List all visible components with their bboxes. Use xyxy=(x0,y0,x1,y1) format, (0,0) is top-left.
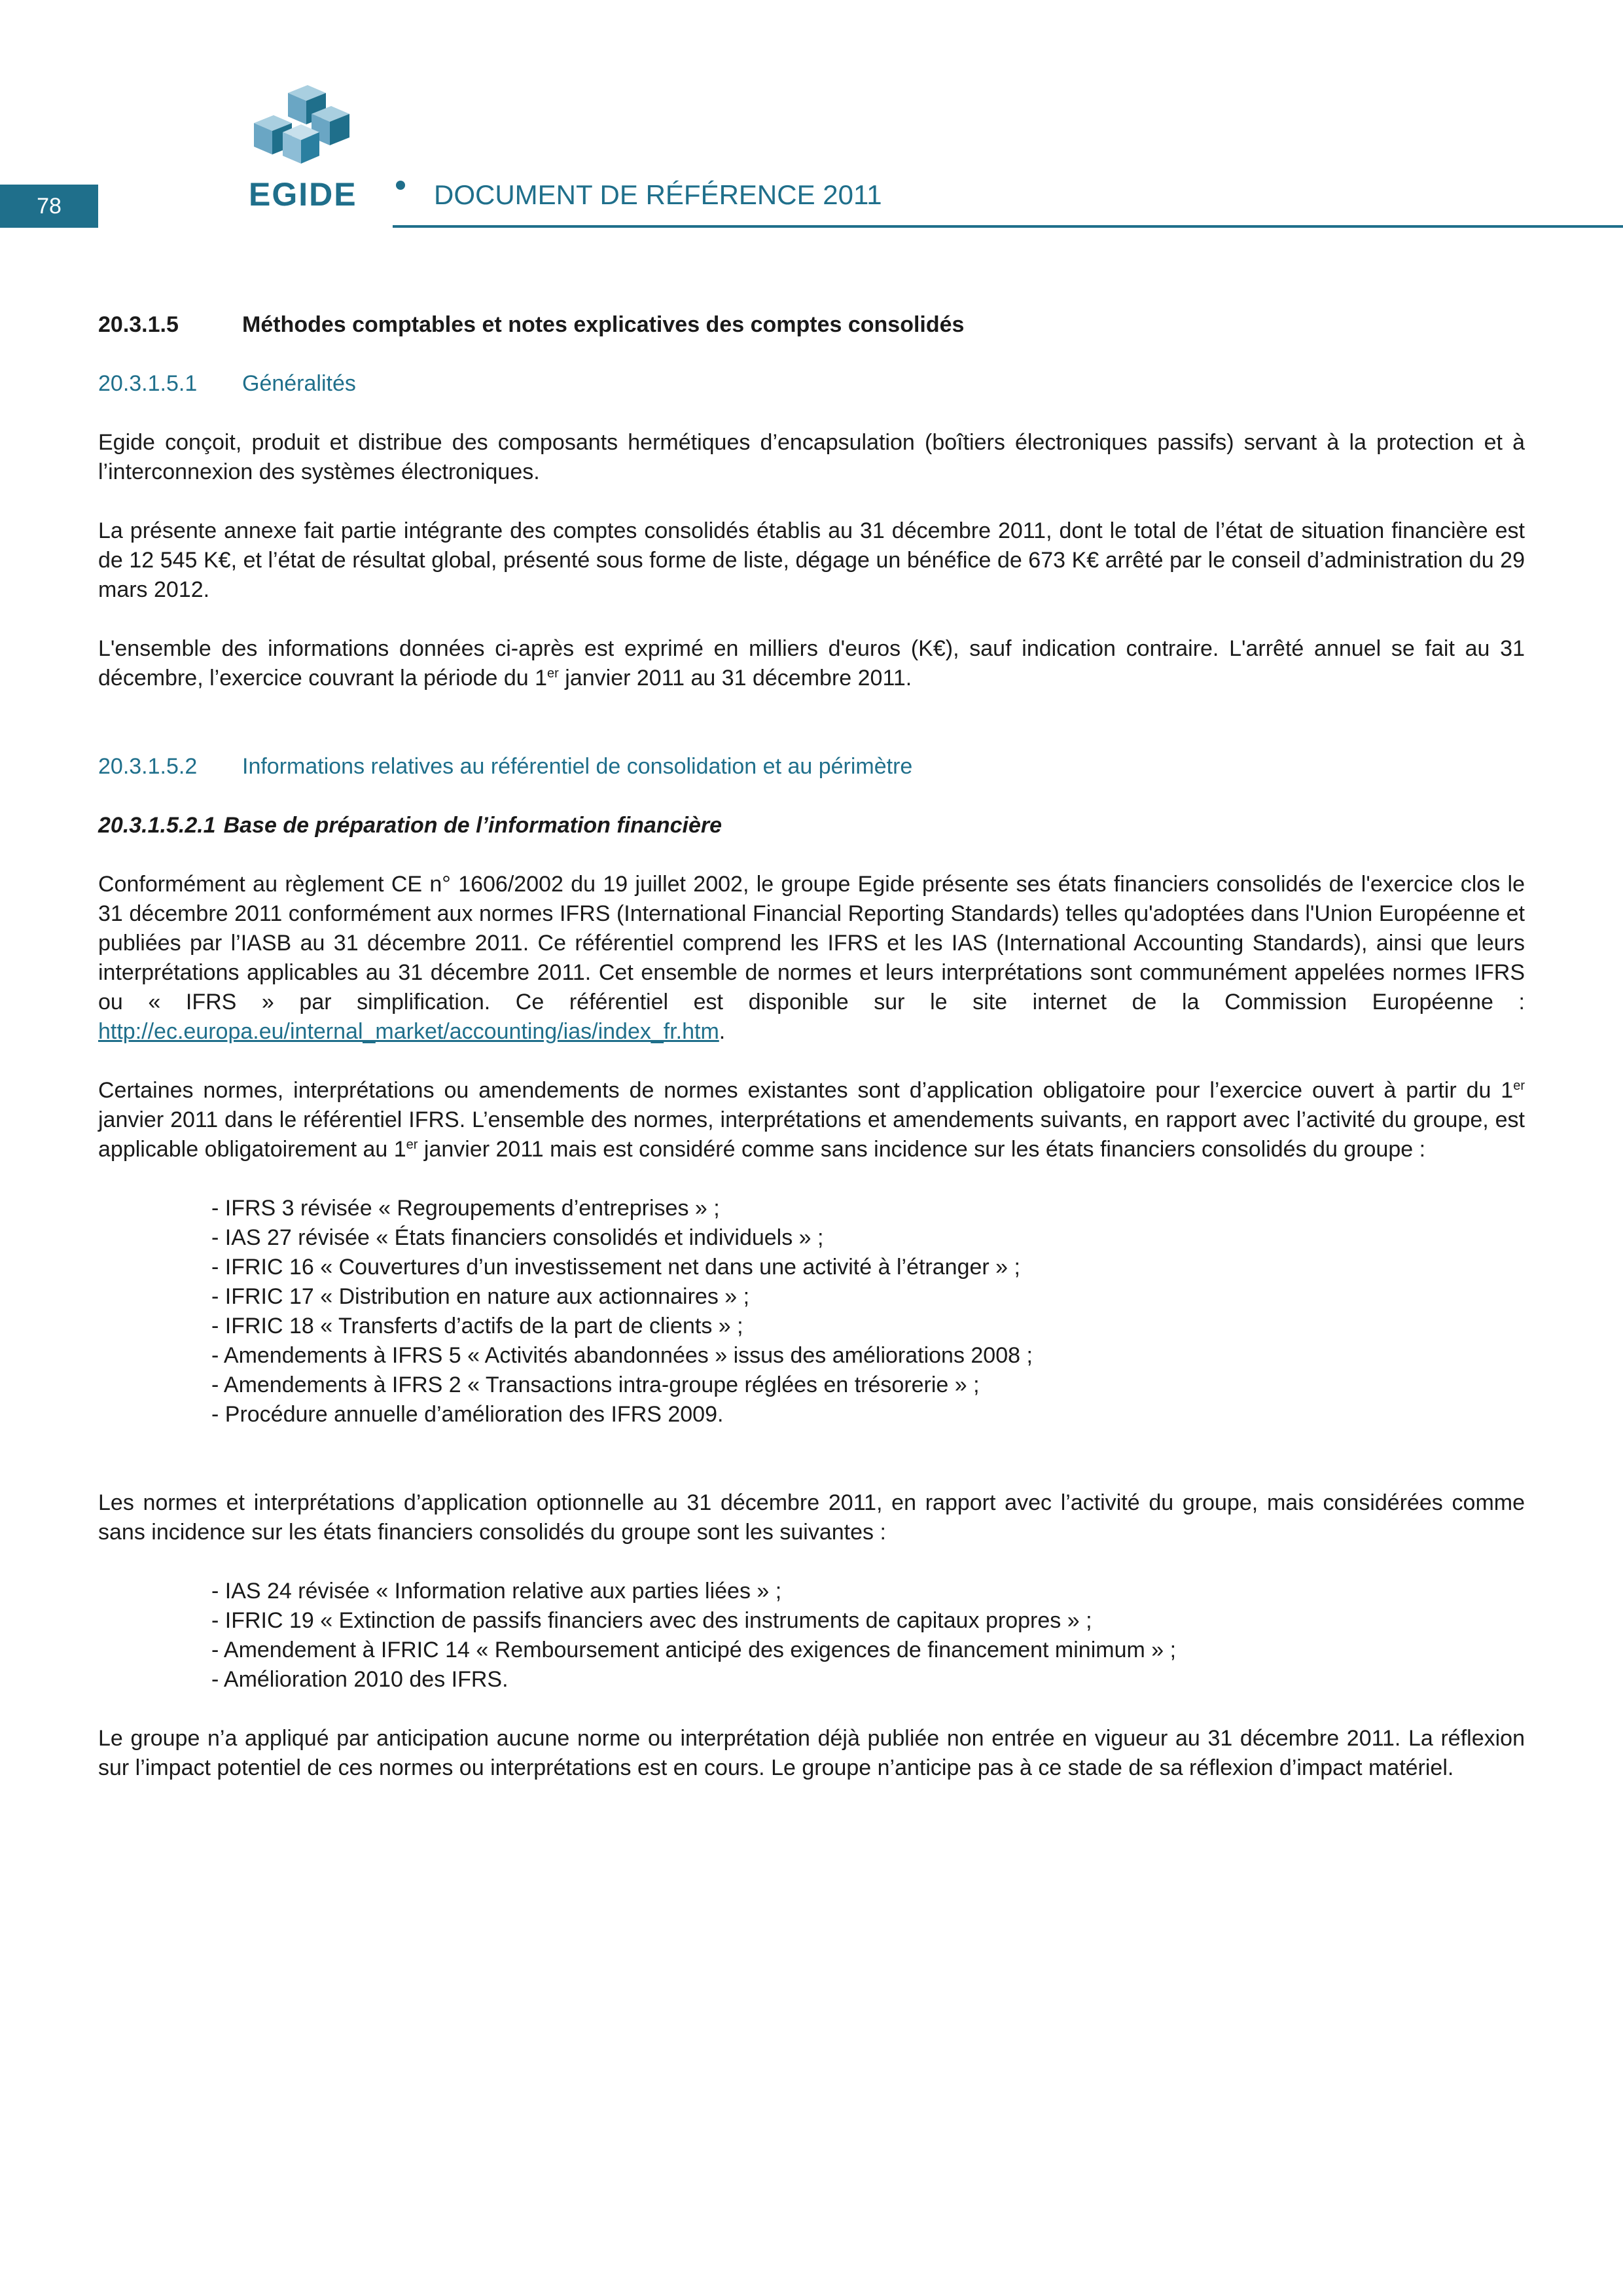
paragraph: Egide conçoit, produit et distribue des composants hermétiques d’encapsulation (boîtiers électroniques passifs) servant à la protection et à l’interconnexion des systèmes électroniques. xyxy=(98,430,1525,484)
section-heading xyxy=(98,310,1525,340)
paragraph xyxy=(98,870,1525,1047)
document-title: DOCUMENT DE RÉFÉRENCE 2011 xyxy=(434,179,882,210)
paragraph: La présente annexe fait partie intégrante des comptes consolidés établis au 31 décembre 2011, dont le total de l’état de situation financière est de 12 545 K€, et l’état de résultat global, présenté sous forme de liste, dégage un bénéfice de 673 K€ arrêté par le conseil d’administration du 29 mars 2012. xyxy=(98,518,1525,602)
text-run: janvier 2011 dans le référentiel IFRS. L’ensemble des normes, interprétations et amendements suivants, en rapport avec l’activité du groupe, est applicable obligatoirement au 1 xyxy=(98,1107,1525,1162)
list-item: - IFRIC 17 « Distribution en nature aux actionnaires » ; xyxy=(211,1284,750,1309)
list-item: - Amendement à IFRIC 14 « Remboursement anticipé des exigences de financement minimum » ; xyxy=(211,1638,1177,1662)
list-item: - Procédure annuelle d’amélioration des IFRS 2009. xyxy=(211,1402,724,1427)
subsubsection-title: Base de préparation de l’information financière xyxy=(223,813,722,838)
list-item: - IFRS 3 révisée « Regroupements d’entreprises » ; xyxy=(211,1196,720,1221)
superscript: er xyxy=(1513,1079,1525,1093)
paragraph: Le groupe n’a appliqué par anticipation aucune norme ou interprétation déjà publiée non entrée en vigueur au 31 décembre 2011. La réflexion sur l’impact potentiel de ces normes ou interprétations est en cours. Le groupe n’anticipe pas à ce stade de sa réflexion d’impact matériel. xyxy=(98,1726,1525,1780)
superscript: er xyxy=(547,666,559,681)
text-run: Certaines normes, interprétations ou amendements de normes existantes sont d’application obligatoire pour l’exercice ouvert à partir du 1 xyxy=(98,1078,1514,1103)
list-item: - IAS 24 révisée « Information relative aux parties liées » ; xyxy=(211,1579,782,1604)
paragraph xyxy=(98,634,1525,693)
header-divider xyxy=(393,225,1623,228)
optional-standards-list xyxy=(98,1577,1525,1695)
subsection-heading-referentiel xyxy=(98,752,1525,781)
subsection-title: Généralités xyxy=(242,371,356,396)
list-item: - IAS 27 révisée « États financiers consolidés et individuels » ; xyxy=(211,1225,824,1250)
superscript: er xyxy=(406,1138,418,1152)
list-item: - Amendements à IFRS 5 « Activités abandonnées » issus des améliorations 2008 ; xyxy=(211,1343,1033,1368)
list-item: - IFRIC 18 « Transferts d’actifs de la part de clients » ; xyxy=(211,1314,743,1338)
page-content xyxy=(98,310,1525,1783)
subsection-number: 20.3.1.5.1 xyxy=(98,371,198,396)
subsection-heading-generalites xyxy=(98,369,1525,399)
list-item: - IFRIC 16 « Couvertures d’un investissement net dans une activité à l’étranger » ; xyxy=(211,1255,1020,1280)
page-number: 78 xyxy=(0,185,98,228)
section-number: 20.3.1.5 xyxy=(98,312,179,337)
paragraph xyxy=(98,1076,1525,1164)
list-item: - Amélioration 2010 des IFRS. xyxy=(211,1667,508,1692)
subsubsection-number: 20.3.1.5.2.1 xyxy=(98,813,216,838)
egide-logo-text: EGIDE xyxy=(249,176,357,213)
commission-link[interactable]: http://ec.europa.eu/internal_market/accounting/ias/index_fr.htm xyxy=(98,1019,719,1044)
text-run: . xyxy=(719,1019,726,1044)
text-run: janvier 2011 mais est considéré comme sans incidence sur les états financiers consolidés du groupe : xyxy=(418,1137,1426,1162)
paragraph: Les normes et interprétations d’application optionnelle au 31 décembre 2011, en rapport avec l’activité du groupe, mais considérées comme sans incidence sur les états financiers consolidés du groupe sont les suivantes : xyxy=(98,1490,1525,1545)
subsection-title: Informations relatives au référentiel de consolidation et au périmètre xyxy=(242,754,913,779)
text-run: janvier 2011 au 31 décembre 2011. xyxy=(558,666,912,691)
text-run: Conformément au règlement CE n° 1606/2002 du 19 juillet 2002, le groupe Egide présente ses états financiers consolidés de l'exercice clos le 31 décembre 2011 conformément aux normes IFRS (International Financial Reporting Standards) telles qu'adoptées dans l'Union Européenne et publiées par l’IASB au 31 décembre 2011. Ce référentiel comprend les IFRS et les IAS (International Accounting Standards), ainsi que leurs interprétations applicables au 31 décembre 2011. Cet ensemble de normes et leurs interprétations sont communément appelées normes IFRS ou « IFRS » par simplification. Ce référentiel est disponible sur le site internet de la Commission Européenne : xyxy=(98,872,1525,1014)
subsubsection-heading xyxy=(98,811,1525,840)
section-title: Méthodes comptables et notes explicatives des comptes consolidés xyxy=(242,312,965,337)
subsection-number: 20.3.1.5.2 xyxy=(98,754,198,779)
header-bullet xyxy=(396,181,405,190)
list-item: - Amendements à IFRS 2 « Transactions intra-groupe réglées en trésorerie » ; xyxy=(211,1372,980,1397)
list-item: - IFRIC 19 « Extinction de passifs financiers avec des instruments de capitaux propres » ; xyxy=(211,1608,1092,1633)
text-run: L'ensemble des informations données ci-après est exprimé en milliers d'euros (K€), sauf indication contraire. L'arrêté annuel se fait au 31 décembre, l’exercice couvrant la période du 1 xyxy=(98,636,1525,691)
mandatory-standards-list xyxy=(98,1194,1525,1429)
